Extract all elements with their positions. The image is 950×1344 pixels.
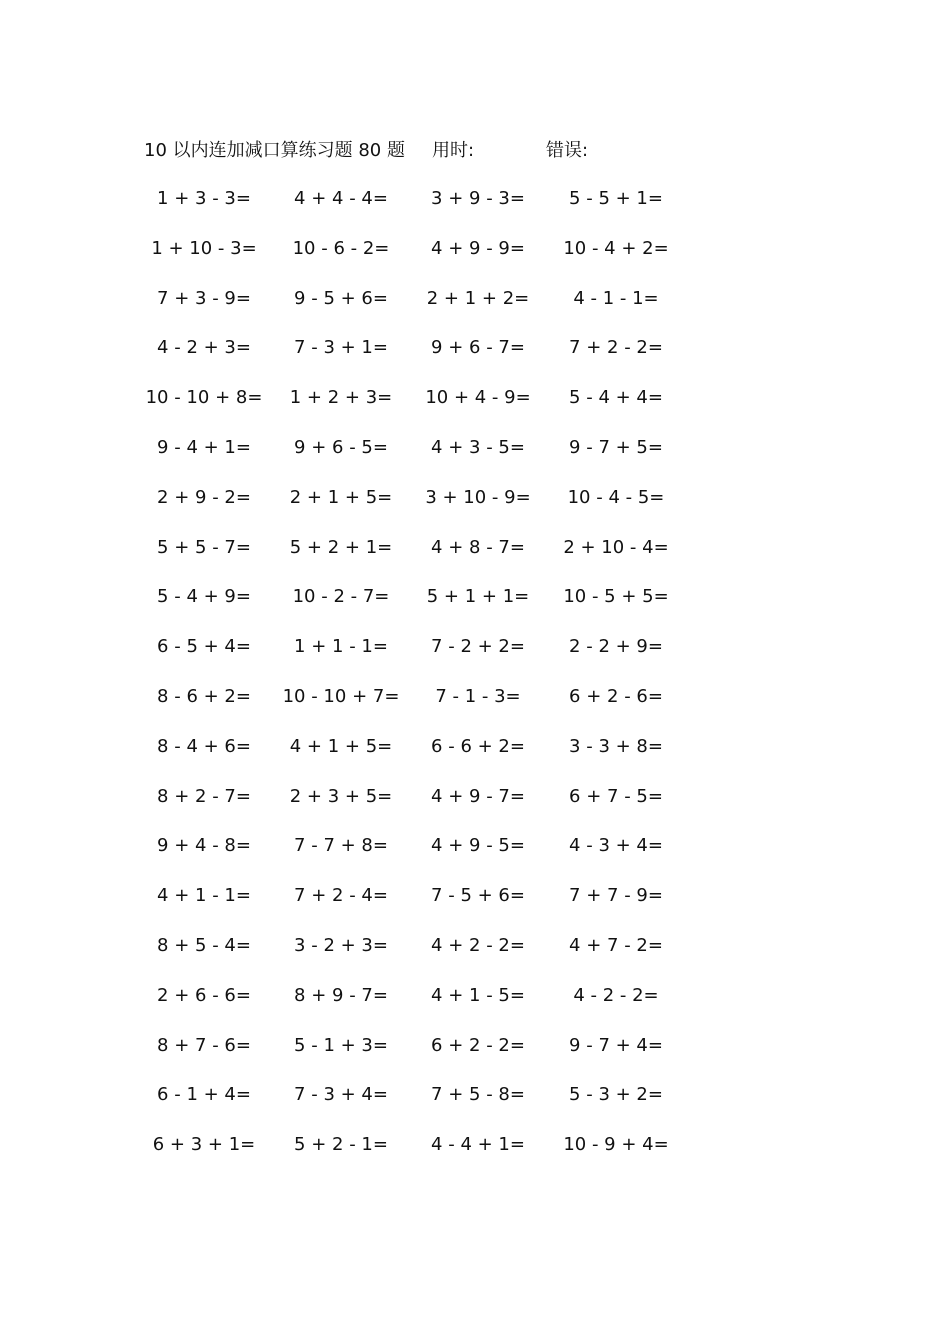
problem-row — [134, 980, 694, 1030]
problem-item: 2 - 2 + 9= — [569, 636, 663, 658]
problem-item: 4 + 1 - 5= — [431, 984, 525, 1006]
problem-item: 4 - 2 + 3= — [157, 337, 251, 359]
problem-item: 7 + 2 - 4= — [294, 885, 388, 907]
problem-row — [134, 681, 694, 731]
problem-item: 7 + 3 - 9= — [157, 287, 251, 309]
problem-item: 4 + 9 - 7= — [431, 785, 525, 807]
problem-item: 8 + 9 - 7= — [294, 984, 388, 1006]
problem-grid — [134, 183, 694, 1179]
problem-row — [134, 830, 694, 880]
problem-row — [134, 880, 694, 930]
problem-item: 7 - 3 + 4= — [294, 1084, 388, 1106]
problem-item: 6 - 6 + 2= — [431, 735, 525, 757]
problem-item: 1 + 1 - 1= — [294, 636, 388, 658]
problem-item: 10 - 2 - 7= — [292, 586, 390, 608]
problem-item: 5 - 3 + 2= — [569, 1084, 663, 1106]
problem-item: 10 + 4 - 9= — [425, 387, 531, 409]
problem-row — [134, 233, 694, 283]
problem-row — [134, 183, 694, 233]
problem-item: 7 - 5 + 6= — [431, 885, 525, 907]
problem-row — [134, 1079, 694, 1129]
problem-item: 4 - 3 + 4= — [569, 835, 663, 857]
problem-item: 7 + 2 - 2= — [569, 337, 663, 359]
problem-item: 7 + 7 - 9= — [569, 885, 663, 907]
problem-item: 7 - 1 - 3= — [435, 685, 521, 707]
problem-item: 2 + 10 - 4= — [563, 536, 669, 558]
problem-item: 6 + 7 - 5= — [569, 785, 663, 807]
problem-item: 3 - 2 + 3= — [294, 934, 388, 956]
problem-item: 7 - 2 + 2= — [431, 636, 525, 658]
problem-item: 8 + 5 - 4= — [157, 934, 251, 956]
problem-item: 5 + 2 - 1= — [294, 1134, 388, 1156]
problem-item: 5 - 4 + 4= — [569, 387, 663, 409]
problem-row — [134, 532, 694, 582]
worksheet-header — [144, 136, 704, 166]
problem-row — [134, 781, 694, 831]
problem-item: 10 - 6 - 2= — [292, 237, 390, 259]
problem-row — [134, 332, 694, 382]
problem-item: 4 + 7 - 2= — [569, 934, 663, 956]
problem-row — [134, 432, 694, 482]
problem-row — [134, 1129, 694, 1179]
problem-item: 6 + 2 - 2= — [431, 1034, 525, 1056]
problem-item: 8 - 4 + 6= — [157, 735, 251, 757]
problem-item: 5 + 1 + 1= — [426, 586, 530, 608]
problem-item: 4 - 2 - 2= — [573, 984, 659, 1006]
problem-item: 5 + 2 + 1= — [289, 536, 393, 558]
problem-item: 2 + 6 - 6= — [157, 984, 251, 1006]
problem-item: 10 - 4 + 2= — [563, 237, 669, 259]
errors-label: 错误: — [546, 140, 589, 161]
problem-item: 6 + 2 - 6= — [569, 685, 663, 707]
problem-item: 9 - 4 + 1= — [157, 436, 251, 458]
problem-item: 2 + 1 + 2= — [426, 287, 530, 309]
time-used-label: 用时: — [432, 140, 475, 161]
problem-item: 9 - 7 + 4= — [569, 1034, 663, 1056]
problem-item: 9 + 4 - 8= — [157, 835, 251, 857]
problem-row — [134, 382, 694, 432]
problem-row — [134, 631, 694, 681]
problem-item: 4 + 2 - 2= — [431, 934, 525, 956]
problem-item: 5 - 5 + 1= — [569, 188, 663, 209]
problem-item: 3 + 10 - 9= — [425, 486, 531, 508]
problem-item: 5 + 5 - 7= — [157, 536, 251, 558]
problem-item: 10 - 10 + 7= — [282, 685, 400, 707]
problem-row — [134, 581, 694, 631]
problem-item: 5 - 4 + 9= — [157, 586, 251, 608]
problem-item: 9 + 6 - 7= — [431, 337, 525, 359]
problem-row — [134, 930, 694, 980]
problem-item: 4 + 8 - 7= — [431, 536, 525, 558]
problem-item: 10 - 4 - 5= — [567, 486, 665, 508]
problem-item: 8 - 6 + 2= — [157, 685, 251, 707]
problem-item: 4 - 4 + 1= — [431, 1134, 525, 1156]
problem-item: 4 + 1 + 5= — [289, 735, 393, 757]
problem-item: 5 - 1 + 3= — [294, 1034, 388, 1056]
problem-item: 7 - 7 + 8= — [294, 835, 388, 857]
problem-item: 6 - 5 + 4= — [157, 636, 251, 658]
problem-item: 4 + 9 - 5= — [431, 835, 525, 857]
problem-item: 10 - 10 + 8= — [145, 387, 263, 409]
problem-item: 4 - 1 - 1= — [573, 287, 659, 309]
problem-item: 6 - 1 + 4= — [157, 1084, 251, 1106]
problem-item: 7 - 3 + 1= — [294, 337, 388, 359]
problem-item: 1 + 10 - 3= — [151, 237, 257, 259]
problem-item: 9 + 6 - 5= — [294, 436, 388, 458]
problem-item: 2 + 3 + 5= — [289, 785, 393, 807]
worksheet-title: 10 以内连加减口算练习题 80 题 — [144, 140, 405, 161]
problem-item: 3 + 9 - 3= — [431, 188, 525, 209]
problem-item: 7 + 5 - 8= — [431, 1084, 525, 1106]
problem-item: 1 + 2 + 3= — [289, 387, 393, 409]
problem-row — [134, 1030, 694, 1080]
problem-item: 9 - 5 + 6= — [294, 287, 388, 309]
problem-item: 4 + 4 - 4= — [294, 188, 388, 209]
problem-item: 4 + 3 - 5= — [431, 436, 525, 458]
problem-row — [134, 731, 694, 781]
problem-item: 10 - 9 + 4= — [563, 1134, 669, 1156]
problem-item: 1 + 3 - 3= — [157, 188, 251, 209]
problem-item: 3 - 3 + 8= — [569, 735, 663, 757]
problem-row — [134, 283, 694, 333]
problem-item: 8 + 7 - 6= — [157, 1034, 251, 1056]
problem-item: 4 + 9 - 9= — [431, 237, 525, 259]
problem-item: 8 + 2 - 7= — [157, 785, 251, 807]
problem-item: 4 + 1 - 1= — [157, 885, 251, 907]
problem-item: 9 - 7 + 5= — [569, 436, 663, 458]
problem-item: 6 + 3 + 1= — [152, 1134, 256, 1156]
problem-row — [134, 482, 694, 532]
problem-item: 10 - 5 + 5= — [563, 586, 669, 608]
problem-item: 2 + 9 - 2= — [157, 486, 251, 508]
problem-item: 2 + 1 + 5= — [289, 486, 393, 508]
